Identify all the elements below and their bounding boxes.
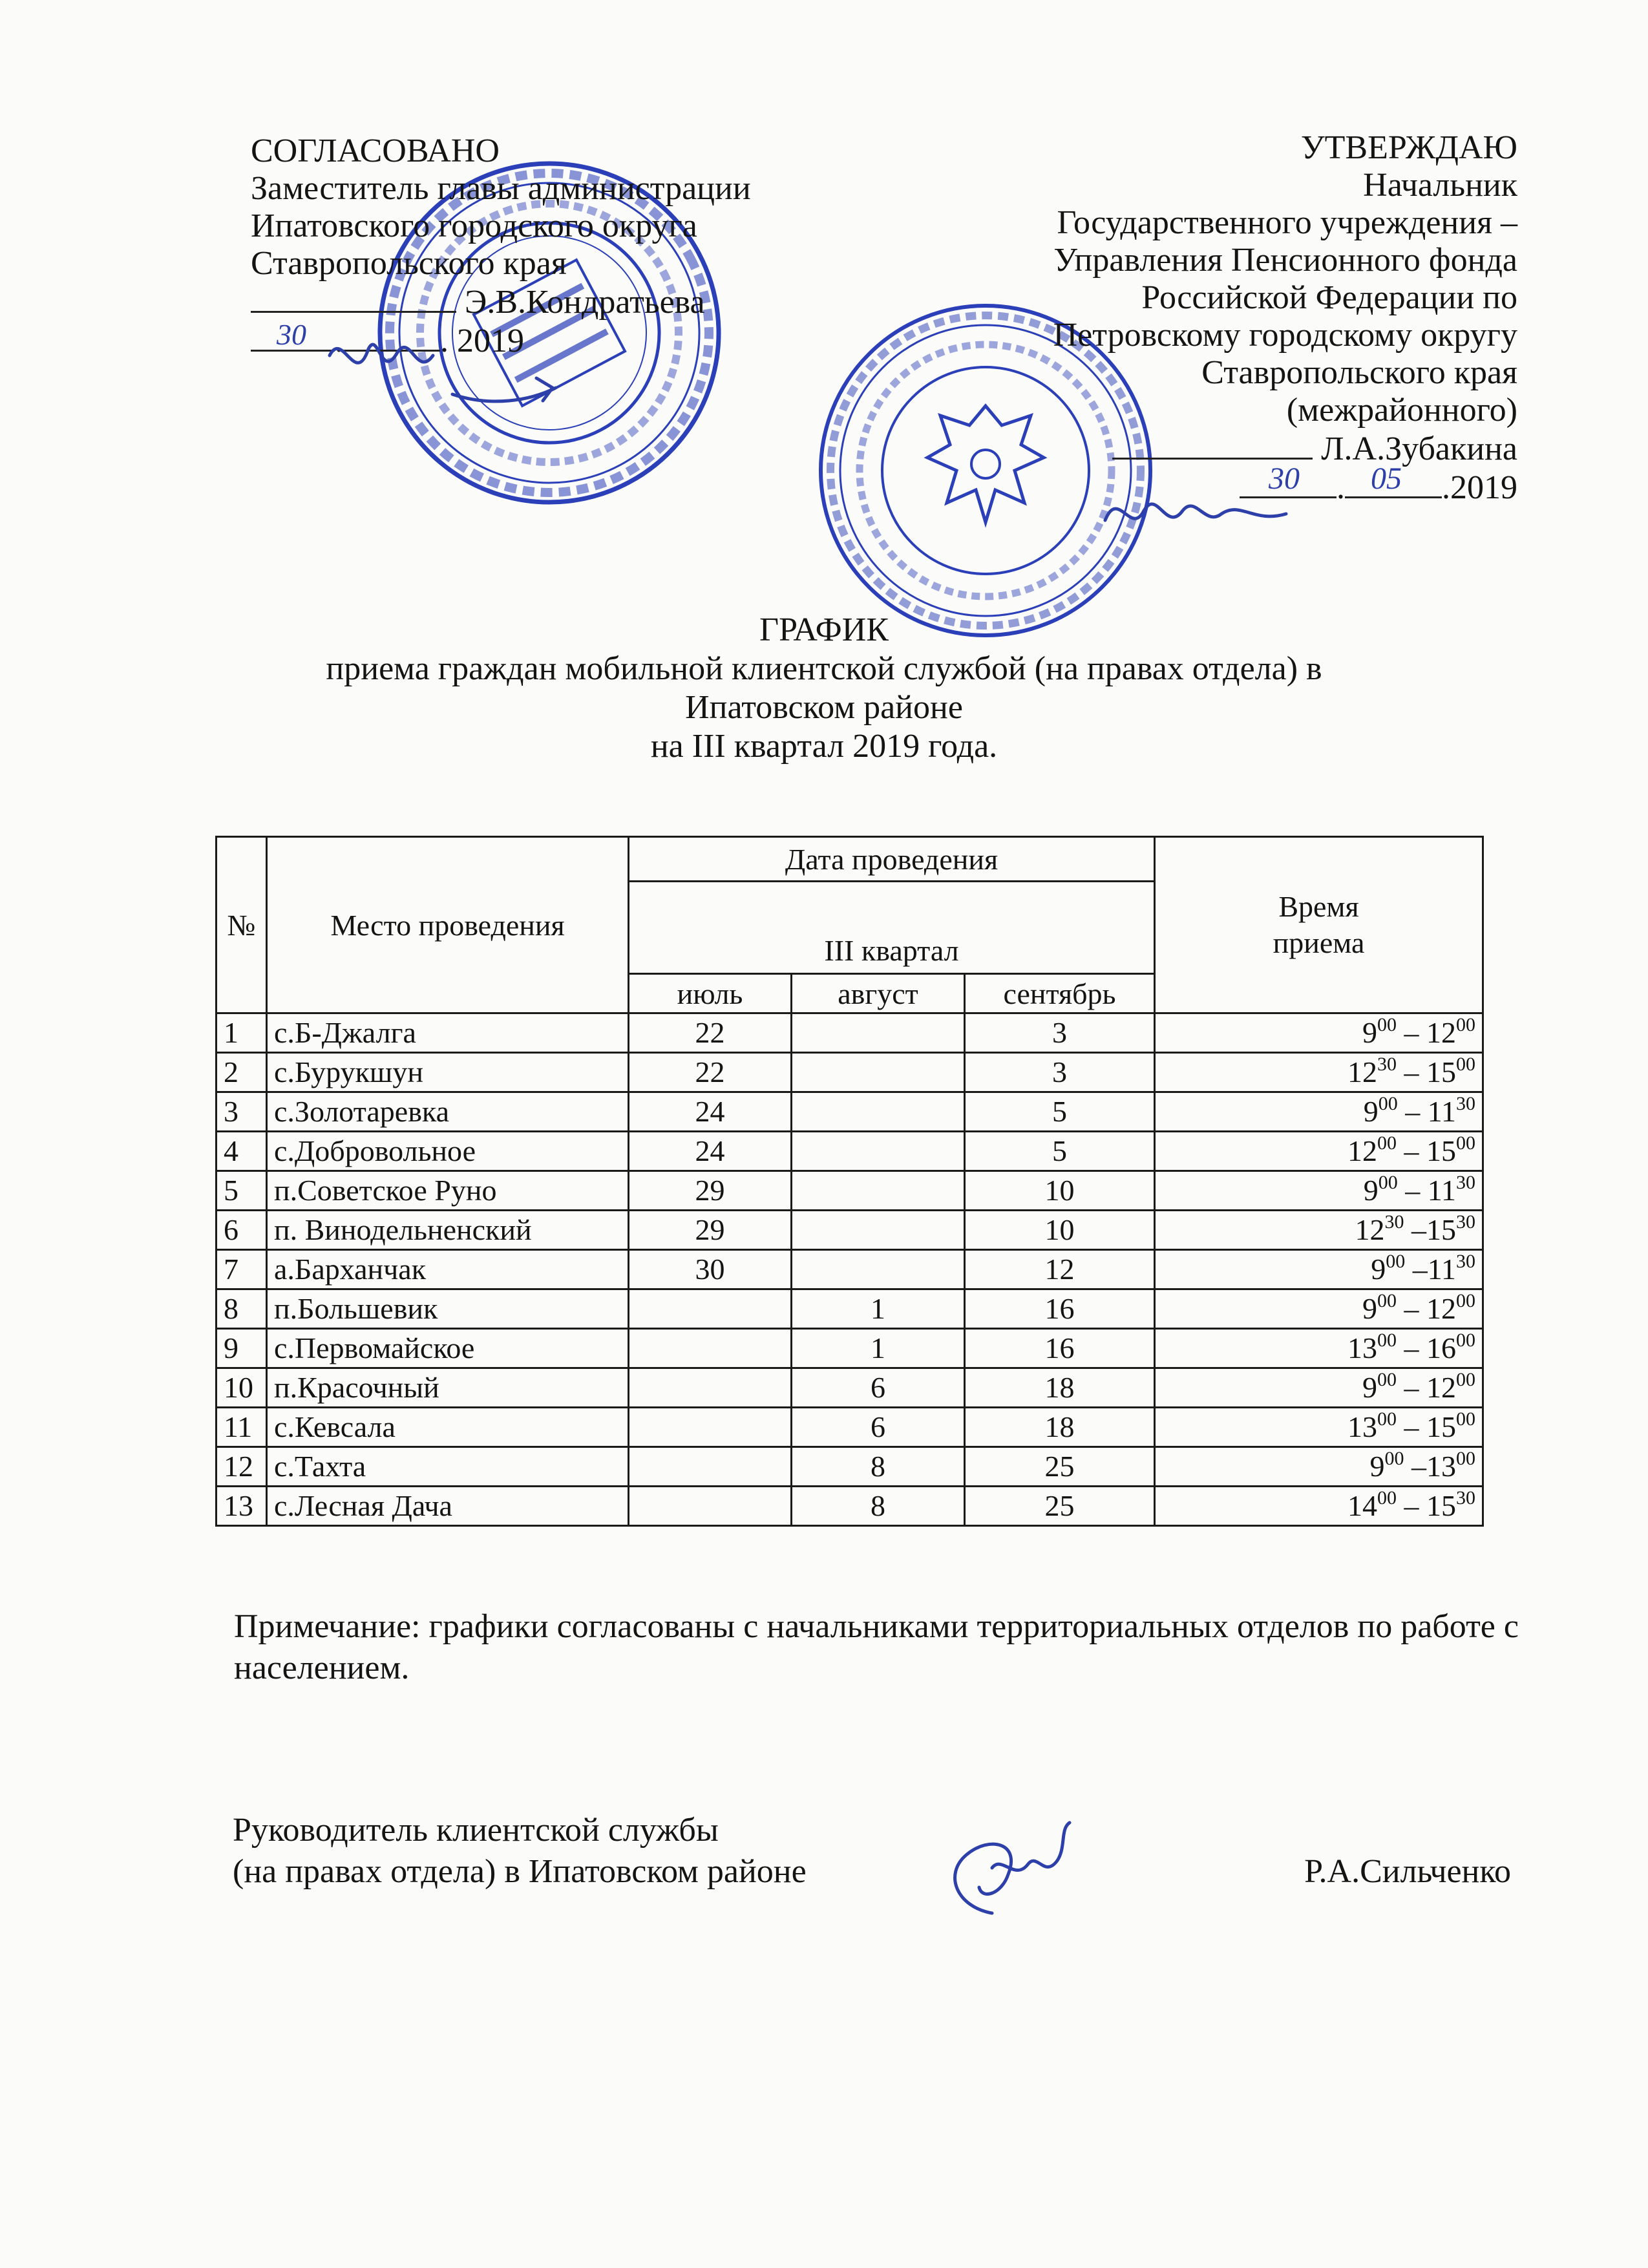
row-september: 18 [965, 1408, 1155, 1447]
time-end-minutes: 30 [1456, 1211, 1476, 1233]
row-september: 3 [965, 1053, 1155, 1092]
row-july [629, 1408, 792, 1447]
time-start-minutes: 00 [1378, 1093, 1398, 1114]
row-number: 2 [217, 1053, 267, 1092]
time-separator: – [1397, 1410, 1427, 1443]
table-row [217, 1329, 1483, 1368]
time-start-hour: 12 [1355, 1213, 1385, 1246]
row-july [629, 1368, 792, 1408]
row-september: 16 [965, 1289, 1155, 1329]
time-end-minutes: 00 [1456, 1054, 1476, 1075]
time-start-minutes: 30 [1384, 1211, 1404, 1233]
row-time [1155, 1487, 1483, 1526]
approval-left-date-line: 30 . . 2019 [251, 321, 751, 360]
schedule-table [215, 836, 1484, 1527]
footer-left [233, 1810, 807, 1892]
approval-right-line2: Государственного учреждения – [1057, 204, 1517, 241]
time-start-minutes: 00 [1377, 1290, 1397, 1311]
header-time-line1: Время [1278, 890, 1359, 923]
row-time [1155, 1053, 1483, 1092]
time-end-minutes: 30 [1456, 1093, 1476, 1114]
header-number: № [217, 837, 267, 1013]
header-time [1155, 837, 1483, 1013]
time-start-hour: 9 [1362, 1292, 1378, 1325]
row-july: 29 [629, 1211, 792, 1250]
approval-left-line3: Ставропольского края [251, 245, 567, 282]
row-place: с.Кевсала [267, 1408, 629, 1447]
time-end-minutes: 30 [1456, 1487, 1476, 1509]
row-august: 6 [792, 1368, 965, 1408]
document-title: ГРАФИК [759, 611, 889, 648]
time-end-minutes: 00 [1456, 1330, 1476, 1351]
row-july: 29 [629, 1171, 792, 1211]
header-place: Место проведения [267, 837, 629, 1013]
time-start-hour: 9 [1362, 1371, 1378, 1404]
table-row [217, 1211, 1483, 1250]
time-end-hour: 11 [1427, 1253, 1457, 1286]
approval-right-block [774, 129, 1517, 507]
time-separator: – [1397, 1174, 1428, 1207]
row-number: 3 [217, 1092, 267, 1132]
approval-right-line7: (межрайонного) [1286, 392, 1517, 429]
row-september: 10 [965, 1211, 1155, 1250]
row-time [1155, 1250, 1483, 1289]
row-place: п.Красочный [267, 1368, 629, 1408]
time-end-hour: 12 [1426, 1371, 1457, 1404]
row-september: 16 [965, 1329, 1155, 1368]
time-start-minutes: 00 [1377, 1014, 1397, 1035]
row-august: 1 [792, 1329, 965, 1368]
time-end-minutes: 00 [1456, 1132, 1476, 1154]
row-august [792, 1250, 965, 1289]
row-number: 11 [217, 1408, 267, 1447]
row-number: 8 [217, 1289, 267, 1329]
approval-right-date-month: 05 [1371, 461, 1402, 496]
approval-right-heading: УТВЕРЖДАЮ [1300, 129, 1517, 166]
time-end-minutes: 00 [1456, 1369, 1476, 1390]
note: Примечание: графики согласованы с начальниками территориальных отделов по работе с населением. [234, 1608, 1519, 1686]
table-row [217, 1171, 1483, 1211]
row-place: с.Лесная Дача [267, 1487, 629, 1526]
time-separator: – [1404, 1213, 1427, 1246]
approval-right-line1: Начальник [1363, 167, 1517, 204]
approval-right-date-year: .2019 [1442, 469, 1517, 506]
date-day-underline [251, 318, 335, 352]
time-end-hour: 15 [1426, 1489, 1457, 1522]
time-end-hour: 11 [1427, 1095, 1457, 1128]
row-july: 22 [629, 1013, 792, 1053]
header-month-july: июль [629, 974, 792, 1013]
footer-signer: Р.А.Сильченко [1304, 1853, 1511, 1890]
time-separator: – [1405, 1253, 1428, 1286]
schedule-body [217, 1013, 1483, 1526]
row-august: 8 [792, 1487, 965, 1526]
row-place: п.Большевик [267, 1289, 629, 1329]
time-separator: – [1397, 1134, 1427, 1167]
row-time [1155, 1211, 1483, 1250]
table-row [217, 1092, 1483, 1132]
approval-right-date-day: 30 [1269, 461, 1300, 496]
time-end-hour: 16 [1426, 1331, 1457, 1364]
row-place: п.Советское Руно [267, 1171, 629, 1211]
approval-left-date-day: 30 [277, 318, 306, 351]
approval-right-line5: Петровскому городскому округу [1053, 317, 1517, 354]
time-start-hour: 12 [1347, 1055, 1378, 1088]
document-subtitle-line1: приема граждан мобильной клиентской службой (на правах отдела) в [326, 650, 1322, 687]
table-row [217, 1132, 1483, 1171]
date-day-underline [1240, 461, 1336, 498]
row-time [1155, 1013, 1483, 1053]
row-july: 22 [629, 1053, 792, 1092]
row-september: 5 [965, 1132, 1155, 1171]
time-end-hour: 15 [1426, 1213, 1457, 1246]
approval-left-line2: Ипатовского городского округа [251, 207, 697, 244]
time-start-minutes: 00 [1378, 1172, 1398, 1193]
row-september: 5 [965, 1092, 1155, 1132]
row-september: 12 [965, 1250, 1155, 1289]
time-end-minutes: 30 [1456, 1251, 1476, 1272]
row-august: 6 [792, 1408, 965, 1447]
time-start-hour: 9 [1363, 1174, 1379, 1207]
time-end-minutes: 00 [1456, 1448, 1476, 1469]
document-subtitle-line2: Ипатовском районе [685, 689, 963, 726]
row-place: с.Золотаревка [267, 1092, 629, 1132]
approval-right-line4: Российской Федерации по [1141, 279, 1517, 316]
time-start-minutes: 30 [1377, 1054, 1397, 1075]
time-end-hour: 13 [1426, 1450, 1457, 1483]
row-place: с.Добровольное [267, 1132, 629, 1171]
row-september: 25 [965, 1487, 1155, 1526]
row-july: 30 [629, 1250, 792, 1289]
header-date: Дата проведения [629, 837, 1155, 882]
time-start-hour: 9 [1363, 1095, 1379, 1128]
time-end-hour: 15 [1426, 1055, 1457, 1088]
time-end-minutes: 00 [1456, 1408, 1476, 1430]
row-august [792, 1132, 965, 1171]
table-row [217, 1250, 1483, 1289]
time-start-hour: 13 [1347, 1331, 1378, 1364]
document-subtitle-line3: на III квартал 2019 года. [650, 728, 998, 765]
time-start-minutes: 00 [1377, 1487, 1397, 1509]
time-start-minutes: 00 [1377, 1132, 1397, 1154]
approval-right-date-line: 30 . 05 .2019 [774, 468, 1517, 507]
row-place: п. Винодельненский [267, 1211, 629, 1250]
row-place: с.Б-Джалга [267, 1013, 629, 1053]
header-quarter: III квартал [629, 882, 1155, 974]
time-separator: – [1397, 1371, 1427, 1404]
approval-left-date-year: . 2019 [440, 323, 524, 359]
row-number: 10 [217, 1368, 267, 1408]
approval-right-line6: Ставропольского края [1201, 354, 1517, 391]
approval-right-line3: Управления Пенсионного фонда [1053, 242, 1517, 279]
footer-line2: (на правах отдела) в Ипатовском районе [233, 1853, 807, 1890]
row-september: 10 [965, 1171, 1155, 1211]
table-row [217, 1013, 1483, 1053]
row-july [629, 1487, 792, 1526]
signature-underline [251, 282, 456, 313]
row-august [792, 1211, 965, 1250]
time-end-hour: 15 [1426, 1410, 1457, 1443]
time-start-minutes: 00 [1386, 1251, 1406, 1272]
time-separator: – [1397, 1055, 1427, 1088]
time-separator: – [1397, 1095, 1428, 1128]
row-place: с.Тахта [267, 1447, 629, 1487]
row-july [629, 1447, 792, 1487]
row-july [629, 1289, 792, 1329]
table-row [217, 1447, 1483, 1487]
date-month-underline [1345, 461, 1442, 498]
row-number: 7 [217, 1250, 267, 1289]
row-number: 5 [217, 1171, 267, 1211]
row-august: 1 [792, 1289, 965, 1329]
time-end-minutes: 00 [1456, 1290, 1476, 1311]
row-august [792, 1171, 965, 1211]
time-end-hour: 12 [1426, 1016, 1457, 1049]
row-august: 8 [792, 1447, 965, 1487]
row-august [792, 1092, 965, 1132]
time-end-hour: 15 [1426, 1134, 1457, 1167]
row-september: 3 [965, 1013, 1155, 1053]
time-start-minutes: 00 [1377, 1330, 1397, 1351]
header-time-line2: приема [1273, 926, 1365, 959]
row-time [1155, 1171, 1483, 1211]
time-separator: – [1404, 1450, 1427, 1483]
approval-left-line1: Заместитель главы администрации [251, 170, 751, 207]
time-start-hour: 14 [1347, 1489, 1378, 1522]
row-place: а.Барханчак [267, 1250, 629, 1289]
row-time [1155, 1447, 1483, 1487]
footer-line1: Руководитель клиентской службы [233, 1812, 719, 1849]
row-time [1155, 1289, 1483, 1329]
time-end-minutes: 30 [1456, 1172, 1476, 1193]
row-september: 18 [965, 1368, 1155, 1408]
time-start-minutes: 00 [1377, 1408, 1397, 1430]
time-start-hour: 13 [1347, 1410, 1378, 1443]
row-time [1155, 1329, 1483, 1368]
row-place: с.Первомайское [267, 1329, 629, 1368]
row-number: 12 [217, 1447, 267, 1487]
row-time [1155, 1092, 1483, 1132]
approval-left-block [251, 132, 751, 360]
date-month-underline [343, 321, 440, 352]
time-end-minutes: 00 [1456, 1014, 1476, 1035]
row-number: 13 [217, 1487, 267, 1526]
time-end-hour: 11 [1427, 1174, 1457, 1207]
row-time [1155, 1368, 1483, 1408]
row-number: 6 [217, 1211, 267, 1250]
approval-left-signer: Э.В.Кондратьева [465, 284, 705, 321]
table-row [217, 1368, 1483, 1408]
time-end-hour: 12 [1426, 1292, 1457, 1325]
signature-underline [1112, 429, 1313, 460]
row-number: 4 [217, 1132, 267, 1171]
row-september: 25 [965, 1447, 1155, 1487]
time-start-hour: 9 [1369, 1450, 1385, 1483]
row-place: с.Бурукшун [267, 1053, 629, 1092]
time-start-hour: 12 [1347, 1134, 1378, 1167]
approval-left-signature-line [251, 282, 751, 321]
document-title-block [0, 611, 1648, 766]
approval-right-signature-line [774, 429, 1517, 468]
time-separator: – [1397, 1489, 1427, 1522]
row-time [1155, 1132, 1483, 1171]
row-august [792, 1013, 965, 1053]
table-row [217, 1053, 1483, 1092]
time-start-hour: 9 [1371, 1253, 1386, 1286]
footer-handwritten-signature [931, 1816, 1086, 1926]
table-row [217, 1289, 1483, 1329]
approval-left-heading: СОГЛАСОВАНО [251, 132, 500, 169]
time-separator: – [1397, 1331, 1427, 1364]
row-number: 9 [217, 1329, 267, 1368]
row-august [792, 1053, 965, 1092]
time-start-hour: 9 [1362, 1016, 1378, 1049]
table-row [217, 1487, 1483, 1526]
row-july: 24 [629, 1132, 792, 1171]
row-number: 1 [217, 1013, 267, 1053]
approval-right-signer: Л.А.Зубакина [1321, 430, 1517, 467]
header-month-august: август [792, 974, 965, 1013]
table-row [217, 1408, 1483, 1447]
header-month-september: сентябрь [965, 974, 1155, 1013]
time-separator: – [1397, 1292, 1427, 1325]
time-separator: – [1397, 1016, 1427, 1049]
row-july: 24 [629, 1092, 792, 1132]
row-time [1155, 1408, 1483, 1447]
time-start-minutes: 00 [1377, 1369, 1397, 1390]
time-start-minutes: 00 [1384, 1448, 1404, 1469]
row-july [629, 1329, 792, 1368]
